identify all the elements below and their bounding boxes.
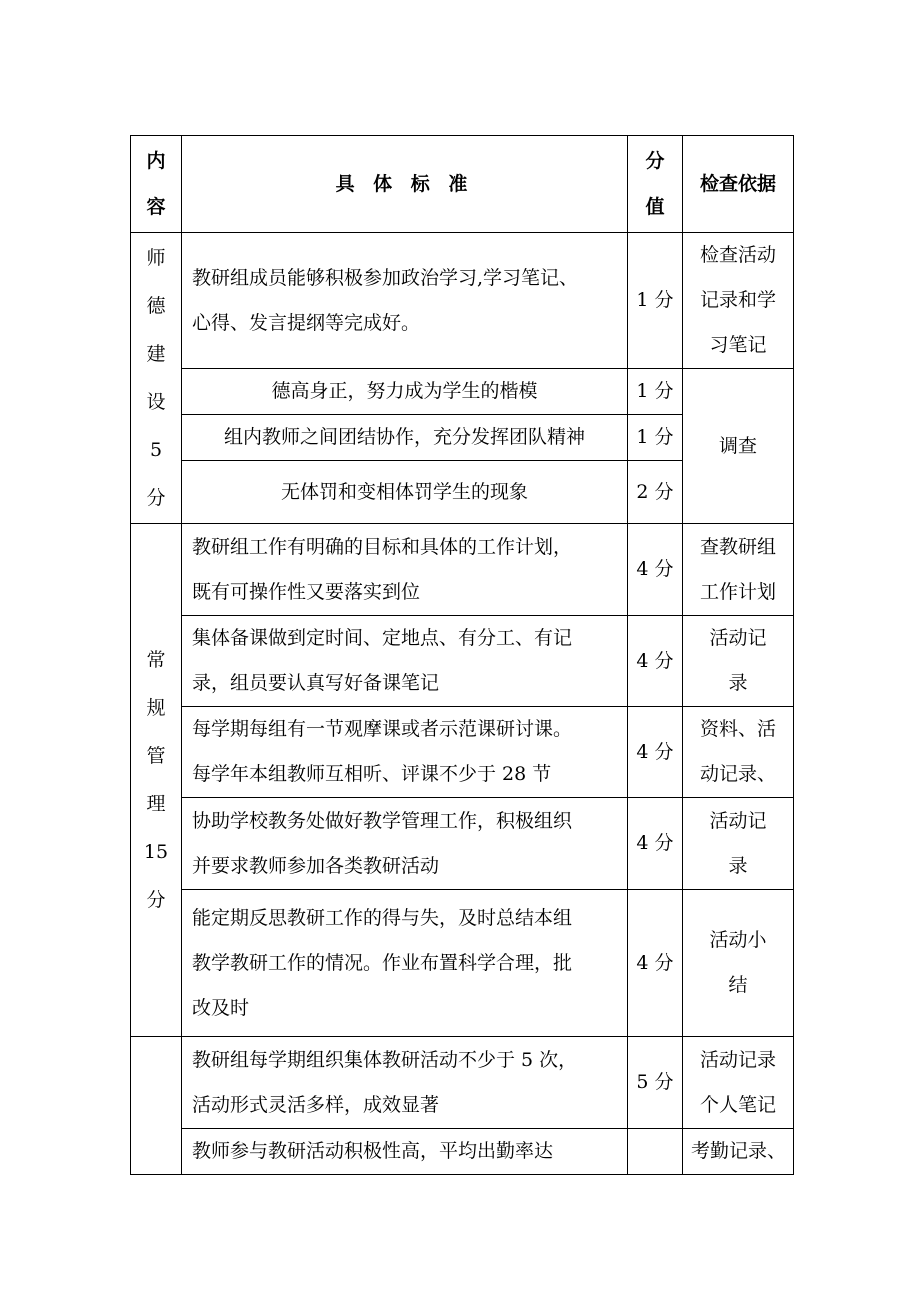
score-cell: 4 分 xyxy=(628,890,683,1037)
table-row xyxy=(131,369,794,415)
evaluation-table xyxy=(130,135,794,1175)
standard-cell: 集体备课做到定时间、定地点、有分工、有记 录，组员要认真写好备课笔记 xyxy=(182,616,628,707)
standard-cell: 教师参与教研活动积极性高，平均出勤率达 xyxy=(182,1129,628,1175)
basis-cell: 活动小 结 xyxy=(683,890,794,1037)
standard-cell: 教研组工作有明确的目标和具体的工作计划， 既有可操作性又要落实到位 xyxy=(182,524,628,616)
header-row xyxy=(131,136,794,233)
score-cell: 1 分 xyxy=(628,369,683,415)
basis-cell: 考勤记录、 xyxy=(683,1129,794,1175)
table-row xyxy=(131,233,794,369)
score-cell xyxy=(628,1129,683,1175)
table-row xyxy=(131,890,794,1037)
table-row xyxy=(131,616,794,707)
header-basis: 检查依据 xyxy=(683,136,794,233)
header-standard: 具 体 标 准 xyxy=(182,136,628,233)
standard-cell: 德高身正，努力成为学生的楷模 xyxy=(182,369,628,415)
score-cell: 5 分 xyxy=(628,1037,683,1129)
basis-cell: 资料、活 动记录、 xyxy=(683,707,794,798)
standard-cell: 协助学校教务处做好教学管理工作，积极组织 并要求教师参加各类教研活动 xyxy=(182,798,628,890)
standard-cell: 无体罚和变相体罚学生的现象 xyxy=(182,461,628,524)
table-row xyxy=(131,798,794,890)
table-row xyxy=(131,707,794,798)
header-content: 内 容 xyxy=(131,136,182,233)
basis-cell: 活动记 录 xyxy=(683,616,794,707)
header-score: 分 值 xyxy=(628,136,683,233)
score-cell: 1 分 xyxy=(628,233,683,369)
basis-cell-shared: 调查 xyxy=(683,369,794,524)
score-cell: 4 分 xyxy=(628,707,683,798)
basis-cell: 活动记 录 xyxy=(683,798,794,890)
category-activities xyxy=(131,1037,182,1175)
basis-cell: 检查活动 记录和学 习笔记 xyxy=(683,233,794,369)
score-cell: 2 分 xyxy=(628,461,683,524)
category-ethics: 师 德 建 设 5 分 xyxy=(131,233,182,524)
table-row xyxy=(131,524,794,616)
table-row xyxy=(131,1129,794,1175)
score-cell: 4 分 xyxy=(628,798,683,890)
category-routine: 常 规 管 理 15 分 xyxy=(131,524,182,1037)
standard-cell: 教研组成员能够积极参加政治学习,学习笔记、 心得、发言提纲等完成好。 xyxy=(182,233,628,369)
standard-cell: 能定期反思教研工作的得与失，及时总结本组 教学教研工作的情况。作业布置科学合理，批 改及时 xyxy=(182,890,628,1037)
table-row xyxy=(131,1037,794,1129)
standard-cell: 每学期每组有一节观摩课或者示范课研讨课。 每学年本组教师互相听、评课不少于 28 节 xyxy=(182,707,628,798)
score-cell: 1 分 xyxy=(628,415,683,461)
score-cell: 4 分 xyxy=(628,616,683,707)
standard-cell: 教研组每学期组织集体教研活动不少于 5 次， 活动形式灵活多样，成效显著 xyxy=(182,1037,628,1129)
score-cell: 4 分 xyxy=(628,524,683,616)
basis-cell: 查教研组 工作计划 xyxy=(683,524,794,616)
standard-cell: 组内教师之间团结协作，充分发挥团队精神 xyxy=(182,415,628,461)
basis-cell: 活动记录 个人笔记 xyxy=(683,1037,794,1129)
